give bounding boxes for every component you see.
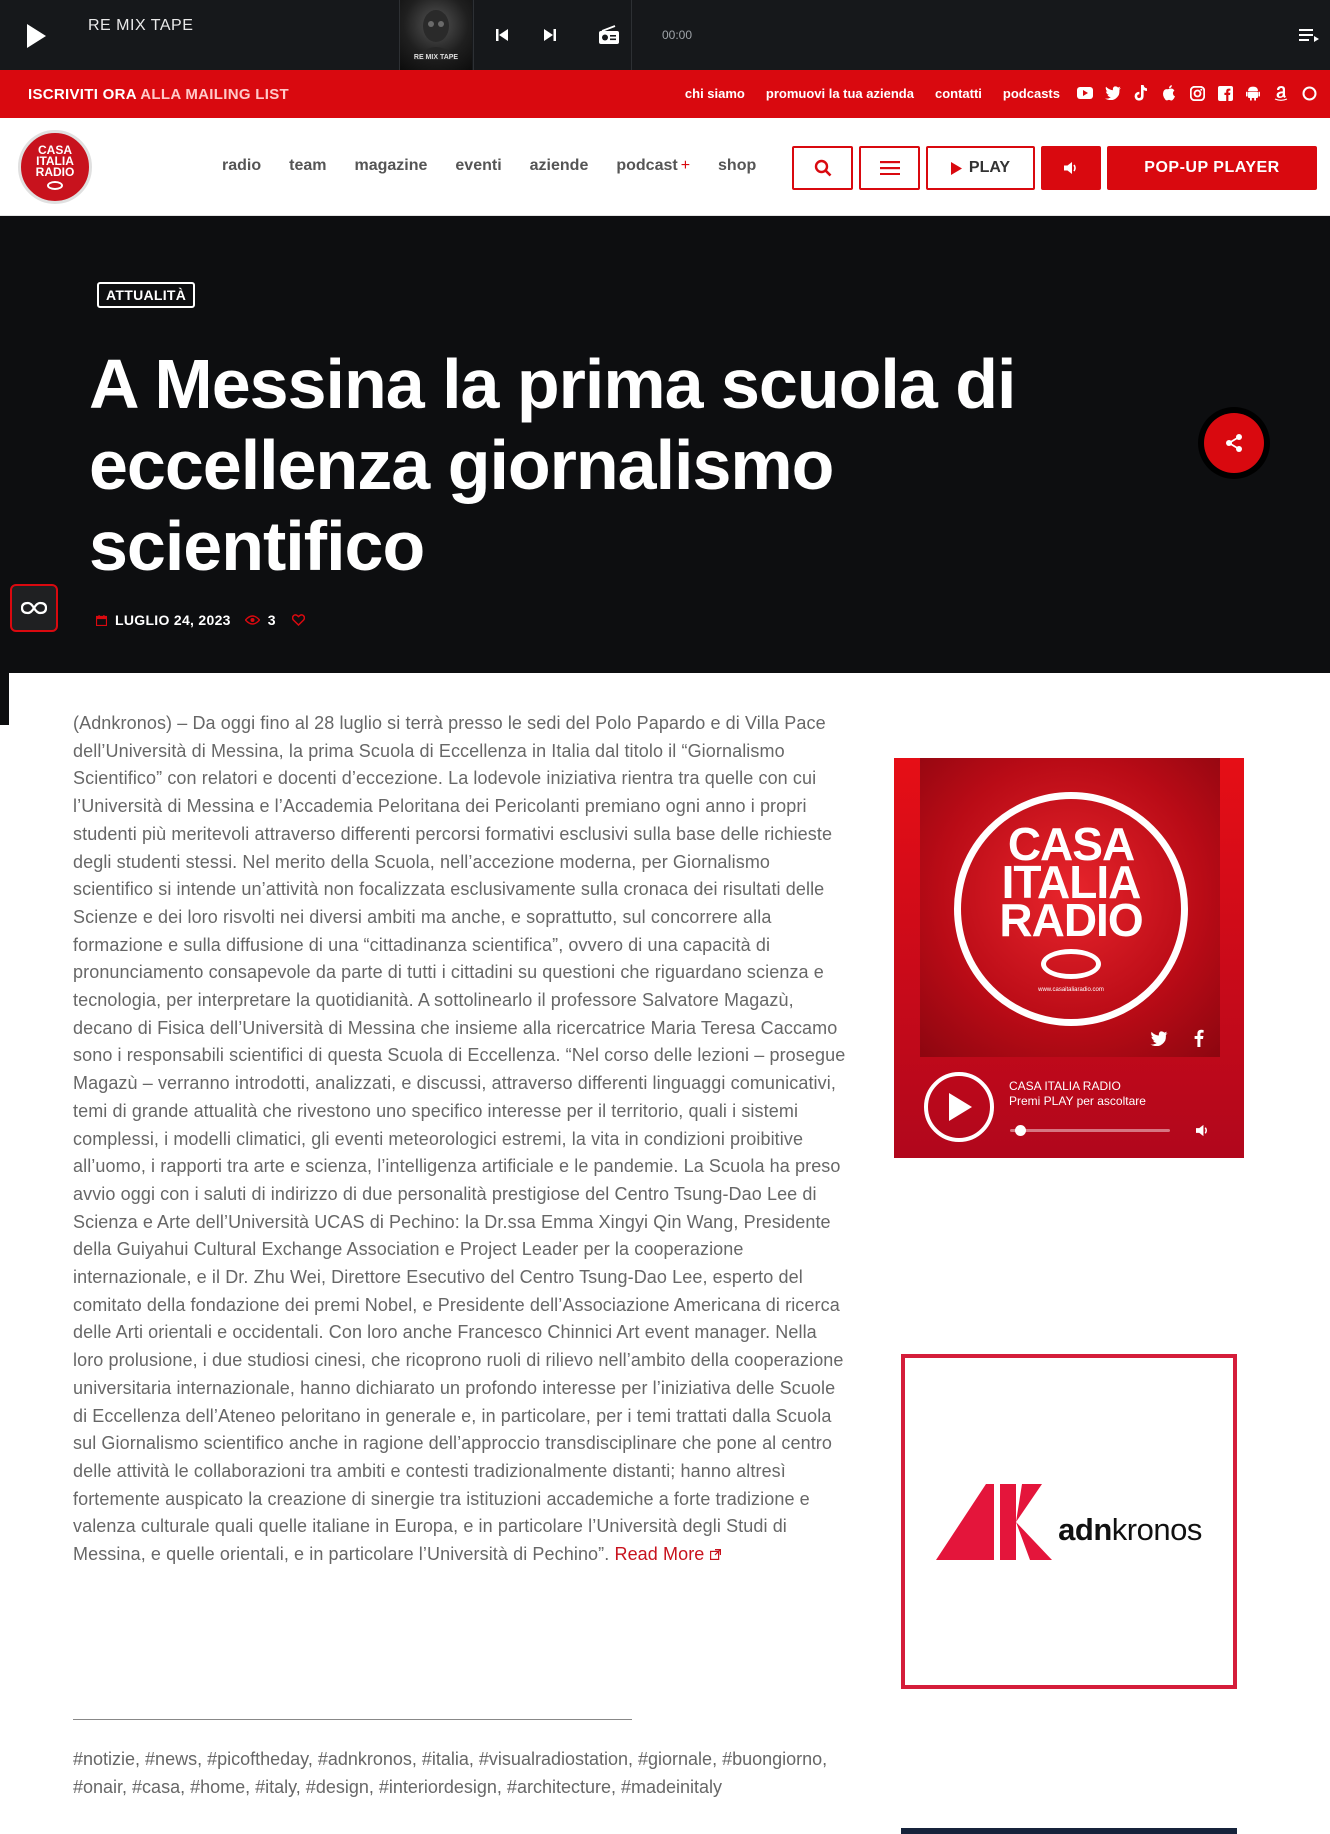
nav-podcast-label: podcast [616,157,678,174]
nav-aziende[interactable]: aziende [529,157,589,174]
mailing-bar [0,70,1330,118]
volume-icon [1063,161,1079,175]
widget-logo-line: ITALIA [1001,856,1141,908]
radio-widget [894,758,1244,1158]
read-more-link[interactable] [614,1544,720,1564]
nav-shop[interactable]: shop [718,157,757,174]
view-count: 3 [267,612,276,628]
popup-player-button[interactable]: POP-UP PLAYER [1107,146,1317,190]
logo-line: ITALIA [36,153,74,168]
menu-button[interactable] [859,146,920,190]
widget-volume-icon[interactable] [1192,1120,1212,1140]
site-logo[interactable] [18,130,92,204]
logo-rings-icon [1041,949,1101,979]
play-icon [945,1091,973,1123]
album-cover [400,0,472,70]
twitter-icon[interactable] [1149,1028,1169,1048]
instagram-icon[interactable] [1188,84,1206,102]
player-time: 00:00 [662,28,693,42]
amazon-icon[interactable] [1272,84,1290,102]
facebook-icon[interactable] [1216,84,1234,102]
article-body [73,710,848,1569]
top-links [685,86,1060,101]
search-button[interactable] [792,146,853,190]
nav-podcast-plus: + [680,157,691,174]
share-button[interactable] [1204,413,1264,473]
hashtags: #notizie, #news, #picoftheday, #adnkronos, #italia, #visualradiostation, #giornale, #buongiorno, #onair, #casa, #home, #italy, #design, #interiordesign, #architecture, #madeinitaly [73,1749,828,1797]
widget-play-button[interactable] [924,1072,994,1142]
play-icon [951,162,962,175]
apple-icon[interactable] [1160,84,1178,102]
share-icon [1224,433,1244,453]
heart-icon[interactable] [292,614,305,626]
link-podcasts[interactable]: podcasts [1002,86,1060,101]
adn-bold: adn [1058,1511,1112,1547]
widget-subtitle: Premi PLAY per ascoltare [1009,1094,1146,1108]
tiktok-icon[interactable] [1132,84,1150,102]
play-button[interactable] [926,146,1035,190]
hamburger-icon [880,161,900,175]
article-title: A Messina la prima scuola di eccellenza giornalismo scientifico [89,345,1016,585]
widget-logo-line: RADIO [999,894,1143,946]
android-icon[interactable] [1244,84,1262,102]
adnkronos-logo-icon [936,1484,1052,1560]
play-label: PLAY [968,159,1011,176]
play-icon[interactable] [18,18,54,54]
nav-team[interactable]: team [289,157,327,174]
sidebar-next-widget-edge [901,1828,1237,1834]
twitter-icon[interactable] [1104,84,1122,102]
top-player-bar [0,0,1330,70]
logo-line: RADIO [35,164,75,179]
widget-logo-url: www.casaitaliaradio.com [1038,987,1104,993]
infinity-icon[interactable] [10,584,58,632]
widget-artwork [920,758,1220,1057]
search-icon [814,159,832,177]
previous-icon[interactable] [489,22,515,48]
adn-rest: kronos [1111,1511,1202,1547]
adnkronos-banner[interactable] [901,1354,1237,1689]
facebook-icon[interactable] [1189,1028,1209,1048]
widget-progress-slider[interactable] [1010,1129,1170,1132]
widget-station-name: CASA ITALIA RADIO [1009,1079,1121,1093]
link-chi-siamo[interactable]: chi siamo [684,86,745,101]
article-date: LUGLIO 24, 2023 [115,612,231,628]
divider [73,1719,632,1720]
calendar-icon [96,615,107,626]
link-contatti[interactable]: contatti [934,86,982,101]
article-hero [0,216,1330,673]
mailing-cta-accent: ALLA MAILING LIST [140,86,289,103]
divider [473,0,474,70]
link-promuovi[interactable]: promuovi la tua azienda [765,86,914,101]
logo-rings-icon [47,181,63,190]
external-link-icon [710,1549,721,1560]
main-navbar [0,118,1330,216]
article-text: (Adnkronos) – Da oggi fino al 28 luglio si terrà presso le sedi del Polo Papardo e di Villa Pace dell’Università di Messina, la prima Scuola di Eccellenza in Italia dal titolo il “Giornalismo Scientifico” con relatori e docenti d’eccezione. La lodevole iniziativa rientra tra quelle con cui l’Università di Messina e l’Accademia Peloritana dei Pericolanti premiano ogni anno i propri studenti più meritevoli attraverso differenti percorsi formativi esclusivi sulla base delle richieste degli studenti stessi. Nel merito della Scuola, nell’accezione moderna, per Giornalismo scientifico si intende un’attività non focalizzata esclusivamente sulla cronaca dei risultati delle Scienze e dei loro risvolti nei diversi ambiti ma anche, e soprattutto, sul concorrere alla formazione e sulla diffusione di una “cittadinanza scientifica”, ovvero di una capacità di pronunciamento consapevole da parte di tutti i cittadini su questioni che riguardano scienza e tecnologia, per interpretare la quotidianità. A sottolinearlo il professore Salvatore Magazù, decano di Fisica dell’Università di Messina che insieme alla ricercatrice Maria Teresa Caccamo sono i responsabili scientifici di questa Scuola di Eccellenza. “Nel corso delle lezioni – prosegue Magazù – verranno introdotti, analizzati, e discussi, attraverso differenti linguaggi comunicativi, temi di grande attualità che rivestono uno specifico interesse per il territorio, quali i sistemi complessi, i modelli climatici, gli eventi meteorologici estremi, la vita in condizioni proibitive all’uomo, i rapporti tra arte e scienza, l’intelligenza artificiale e le pandemie. La Scuola ha preso avvio oggi con i saluti di indirizzo di due personalità prestigiose del Centro Tsung-Dao Lee di Scienza e Arte dell’Università UCAS di Pechino: la Dr.ssa Emma Xingyi Qin Wang, Presidente della Guiyahui Cultural Exchange Association e Project Leader per la cooperazione internazionale, e il Dr. Zhu Wei, Direttore Esecutivo del Centro Tsung-Dao Lee, esperto del comitato della fondazione dei premi Nobel, e Presidente dell’Associazione Americana di ricerca delle Arti orientali e occidentali. Con loro anche Francesco Chinnici Art event manager. Nella loro prolusione, i due studiosi cinesi, che ricoprono ruoli di rilievo nell’ambito della cooperazione universitaria internazionale, hanno dichiarato un profondo interesse per l’iniziativa delle Scuole di Eccellenza dell’Ateneo peloritano in generale e, in particolare, per i temi trattati dalla Scuola sul Giornalismo scientifico anche in ragione dell’approccio transdisciplinare che pone al centro delle attività le collaborazioni tra ambiti e contesti tradizionalmente distanti; hanno altresì fortemente auspicato la creazione di sinergie tra istituzioni accademiche a forte tradizione e valenza culturale quali quelle italiane in Europa, e in particolare l’Università degli Studi di Messina, e quelle orientali, e in particolare l’Università di Pechino”. [73,713,846,1565]
nav-eventi[interactable]: eventi [455,157,502,174]
mailing-cta-bold: ISCRIVITI ORA [28,86,137,103]
category-badge[interactable]: ATTUALITÀ [97,282,195,308]
read-more-label: Read More [614,1544,705,1565]
circle-icon[interactable] [1300,84,1318,102]
adnkronos-wordmark [1058,1512,1202,1548]
player-track-title: RE MIX TAPE [88,17,194,34]
widget-logo-line: CASA [1007,818,1135,870]
mailing-list-link[interactable] [28,86,289,103]
slider-knob[interactable] [1015,1125,1026,1136]
article-meta [96,612,305,628]
nav-magazine[interactable]: magazine [354,157,428,174]
cover-text: RE MIX TAPE [413,54,459,61]
social-icons [1076,84,1318,102]
radio-icon[interactable] [596,22,622,48]
widget-logo [954,792,1188,1026]
youtube-icon[interactable] [1076,84,1094,102]
nav-links [222,157,756,175]
playlist-icon[interactable] [1296,22,1322,48]
divider [631,0,632,70]
logo-line: CASA [37,142,72,157]
nav-podcast[interactable] [616,157,690,175]
left-strip [0,673,9,725]
next-icon[interactable] [537,22,563,48]
volume-button[interactable] [1041,146,1101,190]
eye-icon [245,615,260,625]
nav-radio[interactable]: radio [222,157,262,174]
